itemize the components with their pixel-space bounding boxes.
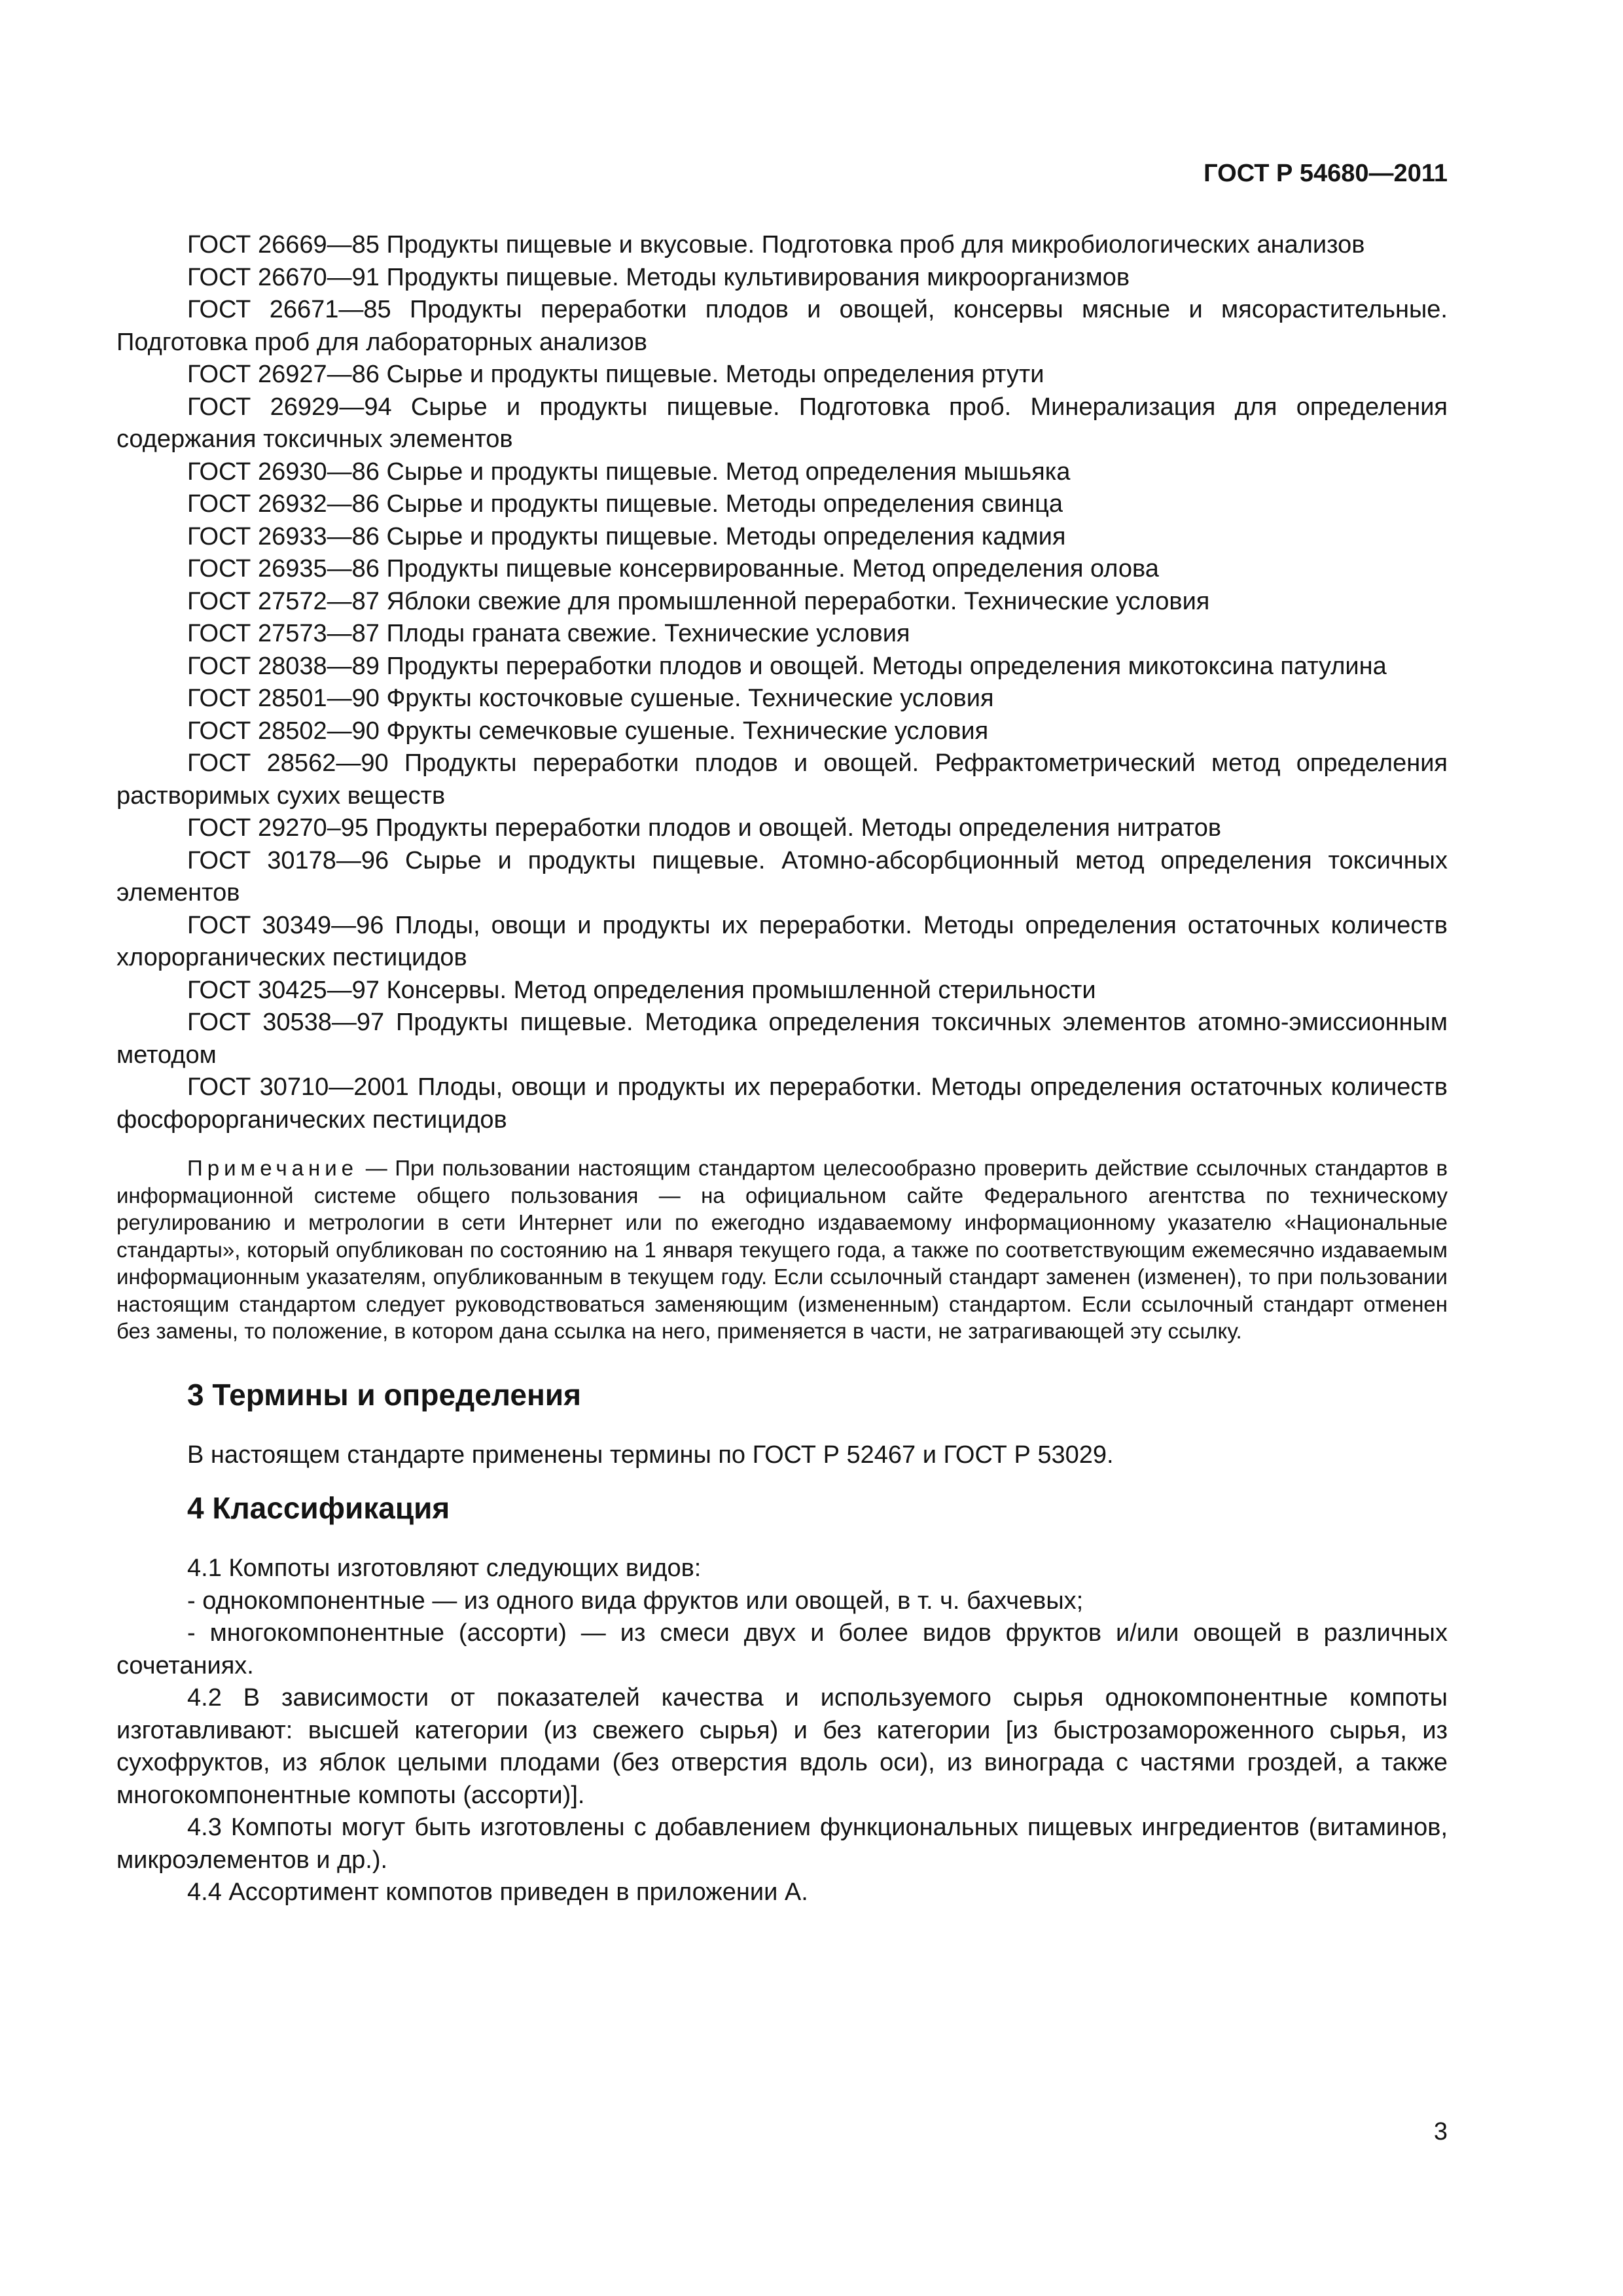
reference-item: ГОСТ 27573—87 Плоды граната свежие. Технические условия [187, 620, 910, 647]
clause-4-1: 4.1 Компоты изготовляют следующих видов: [187, 1554, 702, 1582]
reference-item: ГОСТ 30425—97 Консервы. Метод определения промышленной стерильности [187, 976, 1096, 1004]
clause-4-1-item: - однокомпонентные — из одного вида фруктов или овощей, в т. ч. бахчевых; [187, 1587, 1084, 1615]
reference-item: ГОСТ 29270–95 Продукты переработки плодов и овощей. Методы определения нитратов [187, 814, 1222, 842]
reference-item: ГОСТ 26929—94 Сырье и продукты пищевые. Подготовка проб. Минерализация для определения содержания токсичных элементов [116, 393, 1448, 453]
clause-4-3: 4.3 Компоты могут быть изготовлены с добавлением функциональных пищевых ингредиентов (витаминов, микроэлементов и др.). [116, 1814, 1448, 1874]
page-number: 3 [1433, 2118, 1448, 2145]
section-3-heading: 3 Термины и определения [187, 1377, 581, 1412]
document-header: ГОСТ Р 54680—2011 [1204, 160, 1448, 187]
reference-item: ГОСТ 26933—86 Сырье и продукты пищевые. Методы определения кадмия [187, 522, 1066, 550]
document-body [116, 229, 1448, 1909]
reference-item: ГОСТ 26932—86 Сырье и продукты пищевые. Методы определения свинца [187, 490, 1063, 518]
note-label: Примечание [187, 1156, 359, 1180]
reference-item: ГОСТ 26927—86 Сырье и продукты пищевые. Методы определения ртути [187, 361, 1044, 388]
normative-references-list [116, 229, 1448, 1136]
reference-item: ГОСТ 26669—85 Продукты пищевые и вкусовые. Подготовка проб для микробиологических анализов [187, 231, 1365, 259]
reference-item: ГОСТ 26670—91 Продукты пищевые. Методы культивирования микроорганизмов [187, 263, 1130, 291]
reference-item: ГОСТ 26671—85 Продукты переработки плодов и овощей, консервы мясные и мясорастительные. Подготовка проб для лабораторных анализов [116, 296, 1448, 356]
clause-4-2: 4.2 В зависимости от показателей качества и используемого сырья однокомпонентные компоты изготавливают: высшей категории (из свежего сырья) и без категории [из быстрозамороженного сырья, из сухофруктов, из яблок целыми плодами (без отверстия вдоль оси), из винограда с частями гроздей, а также многокомпонентные компоты (ассорти)]. [116, 1684, 1448, 1809]
reference-item: ГОСТ 28562—90 Продукты переработки плодов и овощей. Рефрактометрический метод определения растворимых сухих веществ [116, 749, 1448, 810]
reference-item: ГОСТ 26930—86 Сырье и продукты пищевые. Метод определения мышьяка [187, 457, 1071, 486]
reference-item: ГОСТ 26935—86 Продукты пищевые консервированные. Метод определения олова [187, 555, 1159, 583]
reference-item: ГОСТ 30538—97 Продукты пищевые. Методика определения токсичных элементов атомно-эмиссионным методом [116, 1009, 1448, 1069]
reference-item: ГОСТ 30349—96 Плоды, овощи и продукты их переработки. Методы определения остаточных количеств хлорорганических пестицидов [116, 911, 1448, 971]
reference-item: ГОСТ 28502—90 Фрукты семечковые сушеные. Технические условия [187, 717, 989, 745]
section-4-heading: 4 Классификация [187, 1491, 450, 1525]
section-3-text: В настоящем стандарте применены термины по ГОСТ Р 52467 и ГОСТ Р 53029. [187, 1441, 1114, 1469]
reference-item: ГОСТ 28038—89 Продукты переработки плодов и овощей. Методы определения микотоксина патулина [187, 652, 1387, 680]
clause-4-4: 4.4 Ассортимент компотов приведен в приложении А. [187, 1878, 808, 1906]
note-paragraph [116, 1155, 1448, 1345]
note-text: — При пользовании настоящим стандартом целесообразно проверить действие ссылочных стандартов в информационной системе общего пользования — на официальном сайте Федерального агентства по техническому регулированию и метрологии в сети Интернет или по ежегодно издаваемому информационному указателю «Национальные стандарты», который опубликован по состоянию на 1 января текущего года, а также по соответствующим ежемесячно издаваемым информационным указателям, опубликованным в текущем году. Если ссылочный стандарт заменен (изменен), то при пользовании настоящим стандартом следует руководствоваться заменяющим (измененным) стандартом. Если ссылочный стандарт отменен без замены, то положение, в котором дана ссылка на него, применяется в части, не затрагивающей эту ссылку. [116, 1156, 1448, 1343]
reference-item: ГОСТ 30710—2001 Плоды, овощи и продукты их переработки. Методы определения остаточных количеств фосфорорганических пестицидов [116, 1073, 1448, 1134]
reference-item: ГОСТ 30178—96 Сырье и продукты пищевые. Атомно-абсорбционный метод определения токсичных элементов [116, 846, 1448, 906]
reference-item: ГОСТ 27572—87 Яблоки свежие для промышленной переработки. Технические условия [187, 587, 1210, 615]
clause-4-1-item: - многокомпонентные (ассорти) — из смеси двух и более видов фруктов и/или овощей в различных сочетаниях. [116, 1619, 1448, 1679]
reference-item: ГОСТ 28501—90 Фрукты косточковые сушеные. Технические условия [187, 685, 994, 712]
